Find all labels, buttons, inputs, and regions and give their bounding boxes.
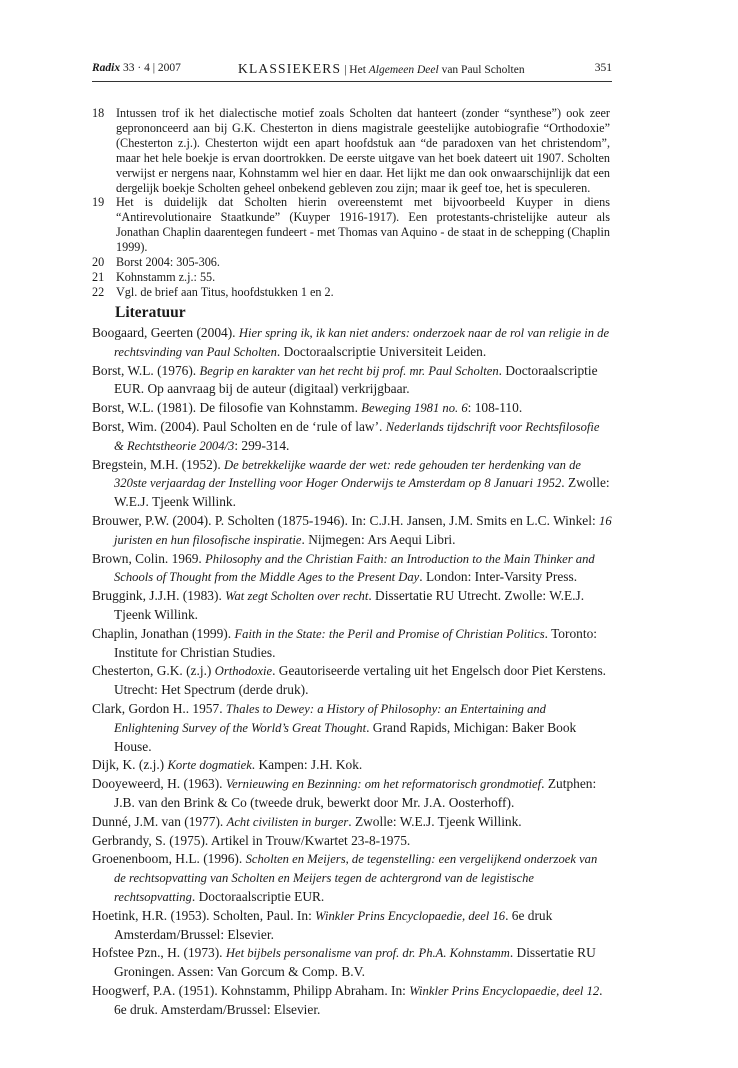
reference-item: Clark, Gordon H.. 1957. Thales to Dewey: a History of Philosophy: an Entertaining and Enlightening Survey of the World’s Great Thought. Grand Rapids, Michigan: Baker Book House. <box>92 700 577 754</box>
reference-list <box>92 324 612 1019</box>
note-number: 19 <box>92 195 105 210</box>
literature-heading: Literatuur <box>115 304 186 321</box>
reference-item: Hoogwerf, P.A. (1951). Kohnstamm, Philipp Abraham. In: Winkler Prins Encyclopaedie, deel 12. 6e druk. Amsterdam/Brussel: Elsevier. <box>92 982 603 1017</box>
note-number: 21 <box>92 269 105 284</box>
reference-item: Brouwer, P.W. (2004). P. Scholten (1875-1946). In: C.J.H. Jansen, J.M. Smits en L.C. Winkel: 16 juristen en hun filosofische inspiratie. Nijmegen: Ars Aequi Libri. <box>92 512 612 547</box>
reference-item: Dunné, J.M. van (1977). Acht civilisten in burger. Zwolle: W.E.J. Tjeenk Willink. <box>92 813 522 829</box>
header-rule <box>92 81 612 82</box>
reference-item: Boogaard, Geerten (2004). Hier spring ik, ik kan niet anders: onderzoek naar de rol van religie in de rechtsvinding van Paul Scholten. Doctoraalscriptie Universiteit Leiden. <box>92 325 610 359</box>
reference-item: Dooyeweerd, H. (1963). Vernieuwing en Bezinning: om het reformatorisch grondmotief. Zutphen: J.B. van den Brink & Co (tweede druk, bewerkt door Mr. J.A. Oosterhoff). <box>92 776 597 810</box>
reference-item: Chaplin, Jonathan (1999). Faith in the State: the Peril and Promise of Christian Politics. Toronto: Institute for Christian Studies. <box>92 625 597 660</box>
note-text: Kohnstamm z.j.: 55. <box>116 269 216 284</box>
note-number: 18 <box>92 106 105 120</box>
journal-volume: 33 · 4 | 2007 <box>123 62 181 74</box>
reference-item: Hofstee Pzn., H. (1973). Het bijbels personalisme van prof. dr. Ph.A. Kohnstamm. Dissertatie RU Groningen. Assen: Van Gorcum & Comp. B.V. <box>92 945 596 980</box>
reference-item: Bregstein, M.H. (1952). De betrekkelijke waarde der wet: rede gehouden ter herdenking van de 320ste verjaardag der Instelling voor Hoger Onderwijs te Amsterdam op 8 Januari 1952. Zwolle: W.E.J. Tjeenk Willink. <box>92 456 610 510</box>
note-item <box>92 255 610 270</box>
note-text: Vgl. de brief aan Titus, hoofdstukken 1 en 2. <box>116 284 334 299</box>
section-name: KLASSIEKERS <box>238 61 342 76</box>
heading-separator: | <box>344 64 347 76</box>
note-number: 20 <box>92 255 105 270</box>
running-head <box>92 62 612 78</box>
note-item <box>92 285 610 300</box>
note-item <box>92 270 610 285</box>
reference-item: Chesterton, G.K. (z.j.) Orthodoxie. Geautoriseerde vertaling uit het Engelsch door Piet Kerstens. Utrecht: Het Spectrum (derde druk). <box>92 663 607 698</box>
reference-item: Dijk, K. (z.j.) Korte dogmatiek. Kampen: J.H. Kok. <box>92 757 363 773</box>
note-text: Intussen trof ik het dialectische motief zoals Scholten dat hanteert (zonder “synthese”) ook zeer geprononceerd aan bij G.K. Chesterton in diens magistrale geestelijke autobiografie “Orthodoxie” (Chesterton z.j.). Chesterton wijdt een apart hoofdstuk aan “de paradoxen van het christendom”, maar het hele boekje is ervan doortrokken. De eerste uitgave van het boek dateert uit 1907. Scholten verwijst er nergens naar, Kohnstamm wel hier en daar. Het lijkt me dan ook onwaarschijnlijk dat een dergelijk boekje Scholten geheel onbekend gebleven zou zijn; maar ik geef toe, het is speculeren. <box>116 106 610 195</box>
note-item <box>92 195 610 255</box>
article-heading <box>238 61 525 77</box>
journal-name: Radix <box>92 62 121 74</box>
reference-item: Groenenboom, H.L. (1996). Scholten en Meijers, de tegenstelling: een vergelijkend onderzoek van de rechtsopvatting van Scholten en Meijers tegen de achtergrond van de legistische rechtsopvatting. Doctoraalscriptie EUR. <box>92 851 598 904</box>
page-number: 351 <box>594 62 612 74</box>
reference-item: Borst, W.L. (1976). Begrip en karakter van het recht bij prof. mr. Paul Scholten. Doctoraalscriptie EUR. Op aanvraag bij de auteur (digitaal) verkrijgbaar. <box>92 362 598 397</box>
note-item <box>92 106 610 195</box>
reference-item: Gerbrandy, S. (1975). Artikel in Trouw/Kwartet 23-8-1975. <box>92 832 411 848</box>
journal-info <box>92 62 181 74</box>
reference-item: Bruggink, J.J.H. (1983). Wat zegt Scholten over recht. Dissertatie RU Utrecht. Zwolle: W.E.J. Tjeenk Willink. <box>92 588 585 622</box>
reference-item: Hoetink, H.R. (1953). Scholten, Paul. In: Winkler Prins Encyclopaedie, deel 16. 6e druk Amsterdam/Brussel: Elsevier. <box>92 907 553 942</box>
reference-item: Borst, Wim. (2004). Paul Scholten en de ‘rule of law’. Nederlands tijdschrift voor Rechtsfilosofie & Rechtstheorie 2004/3: 299-314. <box>92 418 600 453</box>
note-text: Het is duidelijk dat Scholten hierin overeenstemt met bijvoorbeeld Kuyper in diens “Antirevolutionaire Staatkunde” (Kuyper 1916-1917). Een protestants-christelijke auteur als Jonathan Chaplin daarentegen fundeert - met Thomas van Aquino - de staat in de schepping (Chaplin 1999). <box>116 195 610 255</box>
reference-item: Borst, W.L. (1981). De filosofie van Kohnstamm. Beweging 1981 no. 6: 108-110. <box>92 400 523 416</box>
endnotes <box>92 106 610 300</box>
reference-item: Brown, Colin. 1969. Philosophy and the Christian Faith: an Introduction to the Main Thinker and Schools of Thought from the Middle Ages to the Present Day. London: Inter-Varsity Press. <box>92 550 595 585</box>
note-text: Borst 2004: 305-306. <box>116 255 220 270</box>
note-number: 22 <box>92 284 105 299</box>
article-title: Het Algemeen Deel van Paul Scholten <box>349 64 525 76</box>
